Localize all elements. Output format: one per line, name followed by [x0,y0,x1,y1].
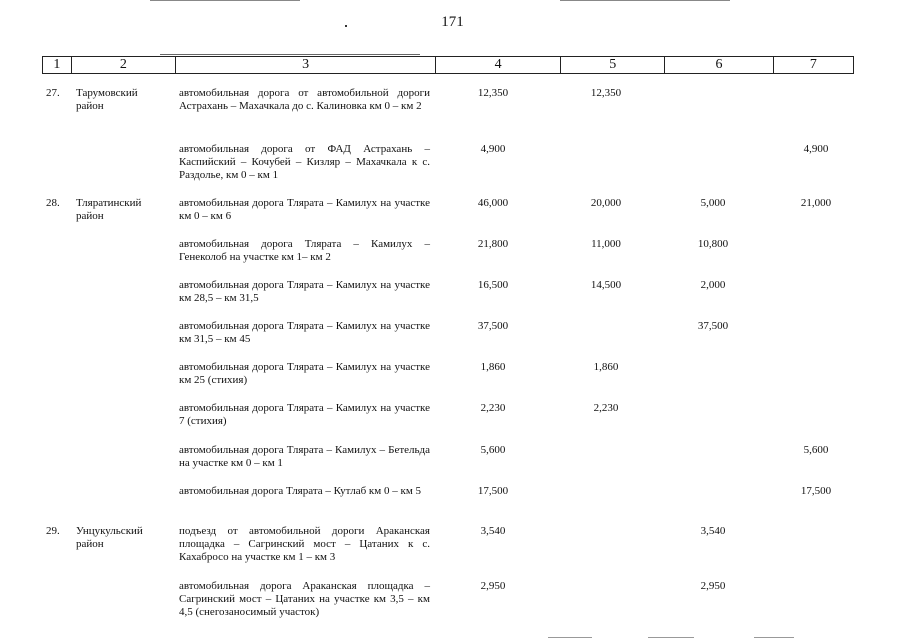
value-col-5: 2,230 [593,402,619,414]
district-name: Тарумовский район [76,87,138,112]
value-col-4: 4,900 [480,143,506,155]
road-description: автомобильная дорога Тлярата – Камилух на участке 7 (стихия) [179,402,430,427]
value-col-4: 1,860 [480,361,506,373]
district-name: Унцукульский район [76,525,143,550]
district-name: Тляратинский район [76,197,142,222]
road-description: автомобильная дорога Араканская площадка – Сагринский мост – Цатаних на участке км 3,5 – км 4,5 (снегозаносимый участок) [179,580,430,618]
road-description: автомобильная дорога Тлярата – Камилух – Бетельда на участке км 0 – км 1 [179,444,430,469]
value-col-4: 17,500 [477,485,509,497]
road-description: автомобильная дорога Тлярата – Кутлаб км 0 – км 5 [179,485,422,497]
value-col-7: 17,500 [800,485,832,497]
header-cell-7: 7 [773,57,853,73]
header-cell-4: 4 [435,57,560,73]
value-col-4: 16,500 [477,279,509,291]
header-cell-1: 1 [53,57,61,72]
bottom-edge-rule [754,637,794,638]
value-col-4: 3,540 [480,525,506,537]
row-number: 28. [46,197,60,209]
bottom-edge-rule [548,637,592,638]
bottom-edge-rule [648,637,694,638]
value-col-5: 20,000 [590,197,622,209]
row-number: 27. [46,87,60,99]
value-col-6: 10,800 [697,238,729,250]
value-col-5: 1,860 [593,361,619,373]
value-col-6: 5,000 [700,197,726,209]
road-description: автомобильная дорога от автомобильной дороги Астрахань – Махачкала до с. Калиновка км 0 – км 2 [179,87,430,112]
value-col-4: 2,950 [480,580,506,592]
value-col-6: 37,500 [697,320,729,332]
value-col-4: 12,350 [477,87,509,99]
value-col-4: 21,800 [477,238,509,250]
value-col-5: 11,000 [591,238,621,250]
value-col-6: 2,950 [700,580,726,592]
value-col-4: 46,000 [477,197,509,209]
header-cell-3: 3 [175,57,435,73]
value-col-4: 2,230 [480,402,506,414]
value-col-4: 37,500 [477,320,509,332]
value-col-5: 12,350 [590,87,622,99]
value-col-5: 14,500 [590,279,622,291]
page-number: 171 [441,14,464,30]
value-col-6: 3,540 [700,525,726,537]
road-description: автомобильная дорога Тлярата – Камилух на участке км 28,5 – км 31,5 [179,279,430,304]
road-description: автомобильная дорога Тлярата – Камилух на участке км 25 (стихия) [179,361,430,386]
header-cell-2: 2 [71,57,175,73]
road-description: автомобильная дорога от ФАД Астрахань – Каспийский – Кочубей – Кизляр – Махачкала к с. Раздолье, км 0 – км 1 [179,143,430,181]
header-cell-6: 6 [664,57,772,73]
value-col-6: 2,000 [700,279,726,291]
row-number: 29. [46,525,60,537]
header-cell-5: 5 [560,57,664,73]
value-col-7: 5,600 [803,444,829,456]
value-col-7: 21,000 [800,197,832,209]
road-description: автомобильная дорога Тлярата – Камилух на участке км 31,5 – км 45 [179,320,430,345]
road-description: автомобильная дорога Тлярата – Камилух на участке км 0 – км 6 [179,197,430,222]
road-description: автомобильная дорога Тлярата – Камилух – Генеколоб на участке км 1– км 2 [179,238,430,263]
road-description: подъезд от автомобильной дороги Араканская площадка – Сагринский мост – Цатаних к с. Кахабросо на участке км 1 – км 3 [179,525,430,563]
value-col-4: 5,600 [480,444,506,456]
value-col-7: 4,900 [803,143,829,155]
